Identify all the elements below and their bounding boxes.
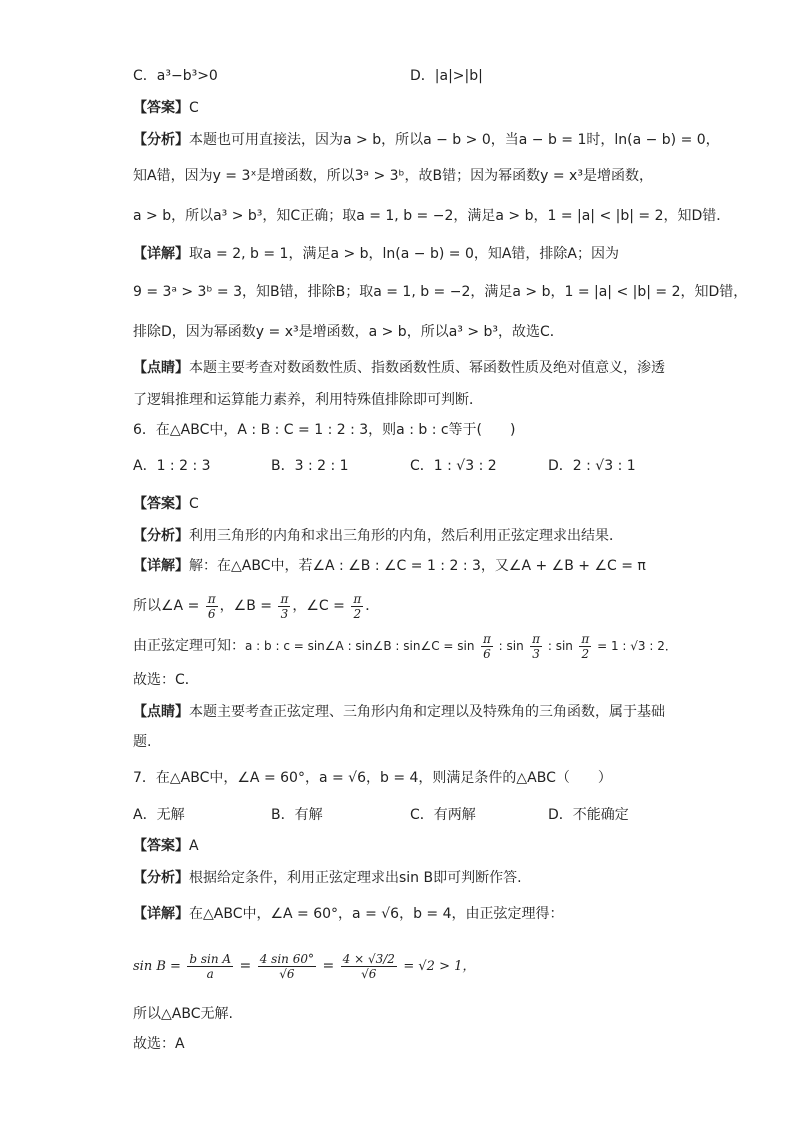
q7-answer-line	[133, 836, 199, 856]
q6-analysis-line	[133, 526, 623, 546]
fraction-pi-2: $\frac{\pi}{2}$	[581, 631, 590, 661]
answer-value: A	[189, 838, 199, 854]
detail-text: 取a = 2, b = 1，满足a > b，ln(a − b) = 0，知A错，排除A；因为	[189, 246, 620, 262]
fraction-pi-6: $\frac{\pi}{6}$	[482, 631, 491, 661]
fraction-bsinA-over-a: $\frac{\text{b sin A}}{a}$	[189, 951, 232, 981]
q7-choose: 故选：A	[133, 1036, 185, 1052]
detail-tag: 【详解】	[133, 558, 189, 574]
comment-text: 本题主要考查正弦定理、三角形内角和定理以及特殊角的三角函数，属于基础	[189, 704, 665, 720]
answer-value: C	[189, 100, 199, 116]
fraction-pi-2: $\frac{\pi}{2}$	[353, 591, 362, 621]
q7-detail-line-1	[133, 904, 564, 924]
q6-option-c: C．1 : √3 : 2	[410, 458, 497, 474]
q7-stem: 7．在△ABC中，∠A = 60°，a = √6，b = 4，则满足条件的△ABC（ ）	[133, 770, 612, 786]
comment-tag: 【点睛】	[133, 360, 189, 376]
q6-comment-line-1	[133, 702, 665, 722]
answer-tag: 【答案】	[133, 838, 189, 854]
q6-detail-line-3: 由正弦定理可知：a : b : c = sin∠A : sin∠B : sin∠C = sin $\frac{\pi}{6}$ : sin $\frac{\pi}{3}$ : sin $\frac{\pi}{2}$ = 1 : √3 : 2．	[133, 631, 677, 661]
q6-choose: 故选：C．	[133, 672, 199, 688]
q5-analysis-line-1	[133, 130, 720, 150]
q7-analysis-line	[133, 868, 522, 888]
q5-detail-line-1	[133, 244, 619, 264]
analysis-text: 本题也可用直接法，因为a > b，所以a − b > 0，当a − b = 1时，ln(a − b) = 0，	[189, 132, 720, 148]
detail-text: 所以∠A =	[133, 598, 200, 614]
q5-comment-line-1	[133, 358, 665, 378]
answer-tag: 【答案】	[133, 100, 189, 116]
q5-detail-line-3: 排除D，因为幂函数y = x³是增函数，a > b，所以a³ > b³，故选C．	[133, 324, 564, 340]
analysis-tag: 【分析】	[133, 870, 189, 886]
q6-comment-line-2: 题.	[133, 734, 152, 750]
q5-analysis-line-3: a > b，所以a³ > b³，知C正确；取a = 1, b = −2，满足a > b，1 = |a| < |b| = 2，知D错．	[133, 208, 731, 224]
q7-formula: sin B = $\frac{\text{b sin A}}{a}$ = $\frac{4 \sin 60^\circ}{√6}$ = $\frac{4 \times √3/2}{√6}$ = √2 > 1，	[133, 951, 476, 981]
q7-option-d: D．不能确定	[548, 807, 629, 823]
analysis-tag: 【分析】	[133, 132, 189, 148]
fraction-nested: $\frac{4 \times √3/2}{√6}$	[342, 951, 395, 981]
analysis-tag: 【分析】	[133, 528, 189, 544]
detail-text: 解：在△ABC中，若∠A : ∠B : ∠C = 1 : 2 : 3，又∠A + ∠B + ∠C = π	[189, 558, 646, 574]
q6-stem: 6．在△ABC中，A : B : C = 1 : 2 : 3，则a : b : c等于( )	[133, 422, 516, 438]
q5-detail-line-2: 9 = 3ᵃ > 3ᵇ = 3，知B错，排除B；取a = 1, b = −2，满足a > b，1 = |a| < |b| = 2，知D错，	[133, 284, 748, 300]
fraction-pi-6: $\frac{\pi}{6}$	[207, 591, 216, 621]
q5-analysis-line-2: 知A错，因为y = 3ˣ是增函数，所以3ᵃ > 3ᵇ，故B错；因为幂函数y = x³是增函数，	[133, 168, 653, 184]
answer-tag: 【答案】	[133, 496, 189, 512]
q6-option-b: B．3 : 2 : 1	[271, 458, 349, 474]
fraction-pi-3: $\frac{\pi}{3}$	[532, 631, 541, 661]
q6-answer-line	[133, 494, 199, 514]
comment-text: 本题主要考查对数函数性质、指数函数性质、幂函数性质及绝对值意义，渗透	[189, 360, 665, 376]
option-c: C．a³−b³>0	[133, 68, 218, 84]
analysis-text: 根据给定条件，利用正弦定理求出sin B即可判断作答.	[189, 870, 522, 886]
fraction-pi-3: $\frac{\pi}{3}$	[280, 591, 289, 621]
q7-option-a: A．无解	[133, 807, 185, 823]
answer-value: C	[189, 496, 199, 512]
fraction-4sin60-over-sqrt6: $\frac{4 \sin 60^\circ}{√6}$	[259, 951, 314, 981]
q5-comment-line-2: 了逻辑推理和运算能力素养，利用特殊值排除即可判断．	[133, 392, 483, 408]
q6-option-d: D．2 : √3 : 1	[548, 458, 636, 474]
detail-tag: 【详解】	[133, 906, 189, 922]
q5-answer-line	[133, 98, 199, 118]
comment-tag: 【点睛】	[133, 704, 189, 720]
analysis-text: 利用三角形的内角和求出三角形的内角，然后利用正弦定理求出结果．	[189, 528, 623, 544]
q6-detail-line-1	[133, 556, 646, 576]
detail-tag: 【详解】	[133, 246, 189, 262]
detail-text: 在△ABC中，∠A = 60°，a = √6，b = 4，由正弦定理得：	[189, 906, 564, 922]
option-d: D．|a|>|b|	[410, 68, 483, 84]
q6-option-a: A．1 : 2 : 3	[133, 458, 211, 474]
q7-option-b: B．有解	[271, 807, 323, 823]
q7-option-c: C．有两解	[410, 807, 476, 823]
q7-conclusion: 所以△ABC无解.	[133, 1006, 233, 1022]
q6-detail-line-2: 所以∠A = $\frac{\pi}{6}$ ，∠B = $\frac{\pi}{3}$ ，∠C = $\frac{\pi}{2}$ ．	[133, 591, 380, 621]
